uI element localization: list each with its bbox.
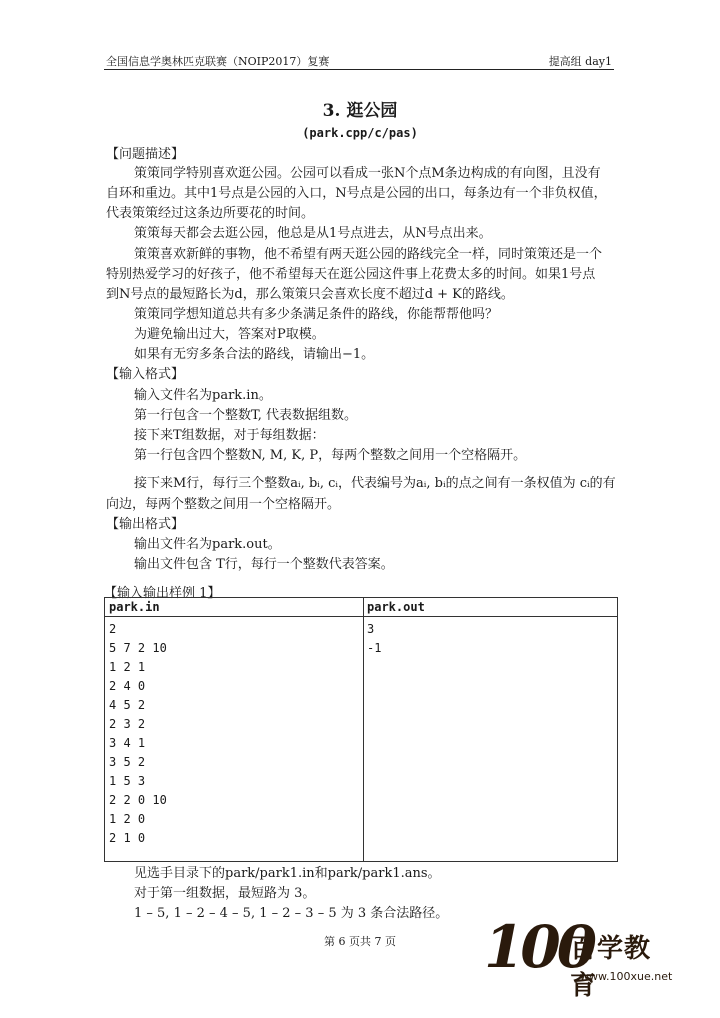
description-line: 策策同学特别喜欢逛公园。公园可以看成一张N个点M条边构成的有向图，且没有 <box>134 166 601 181</box>
problem-files: (park.cpp/c/pas) <box>302 126 418 140</box>
description-line: 策策每天都会去逛公园，他总是从1号点进去，从N号点出来。 <box>134 226 492 241</box>
input-format-line: 第一行包含一个整数T, 代表数据组数。 <box>134 408 358 423</box>
output-format-line: 输出文件名为park.out。 <box>134 537 281 552</box>
sample-output-content: 3 -1 <box>367 622 382 655</box>
description-heading: 【问题描述】 <box>106 147 185 162</box>
sample-input-content: 2 5 7 2 10 1 2 1 2 4 0 4 5 2 2 3 2 3 4 1 3 5 2 1 5 3 2 2 0 10 1 2 0 2 1 0 <box>109 622 167 845</box>
sample-input-header: park.in <box>109 600 160 614</box>
output-format-heading: 【输出格式】 <box>106 517 185 532</box>
note-line: 1 – 5, 1 – 2 – 4 – 5, 1 – 2 – 3 – 5 为 3 条合法路径。 <box>134 906 449 921</box>
input-format-line: 输入文件名为park.in。 <box>134 388 272 403</box>
logo-number: 100 <box>484 913 594 981</box>
description-line: 到N号点的最短路长为d，那么策策只会喜欢长度不超过d + K的路线。 <box>106 287 514 302</box>
sample-label: 【输入输出样例 1】 <box>104 586 221 601</box>
input-format-line: 接下来T组数据，对于每组数据： <box>134 428 325 443</box>
note-line: 见选手目录下的park/park1.in和park/park1.ans。 <box>134 866 441 881</box>
description-line: 策策同学想知道总共有多少条满足条件的路线，你能帮帮他吗？ <box>134 307 499 322</box>
header-divider <box>104 69 614 70</box>
description-line: 自环和重边。其中1号点是公园的入口，N号点是公园的出口，每条边有一个非负权值， <box>106 186 607 201</box>
description-line: 策策喜欢新鲜的事物，他不希望有两天逛公园的路线完全一样，同时策策还是一个 <box>134 247 603 262</box>
header-group-day: 提高组 day1 <box>548 55 612 68</box>
input-format-line: 向边，每两个整数之间用一个空格隔开。 <box>106 497 341 512</box>
logo-url: www.100xue.net <box>580 970 673 983</box>
logo-text: 百学教育 <box>570 934 652 1001</box>
table-header-divider <box>105 616 617 617</box>
table-column-divider <box>363 598 364 861</box>
page-footer: 第 6 页共 7 页 <box>324 935 396 948</box>
input-format-line: 接下来M行，每行三个整数aᵢ, bᵢ, cᵢ，代表编号为aᵢ, bᵢ的点之间有一条权值为 cᵢ的有 <box>134 476 616 491</box>
header-contest-name: 全国信息学奥林匹克联赛（NOIP2017）复赛 <box>106 55 330 68</box>
sample-output-header: park.out <box>367 600 425 614</box>
description-line: 代表策策经过这条边所要花的时间。 <box>106 206 315 221</box>
note-line: 对于第一组数据，最短路为 3。 <box>134 886 316 901</box>
output-format-line: 输出文件包含 T行，每行一个整数代表答案。 <box>134 557 394 572</box>
brand-logo <box>484 913 674 1001</box>
description-line: 如果有无穷多条合法的路线，请输出−1。 <box>134 347 375 362</box>
description-line: 为避免输出过大，答案对P取模。 <box>134 327 325 342</box>
input-format-heading: 【输入格式】 <box>106 367 185 382</box>
input-format-line: 第一行包含四个整数N, M, K, P，每两个整数之间用一个空格隔开。 <box>134 448 527 463</box>
problem-title: 3. 逛公园 <box>322 101 398 121</box>
sample-io-table <box>104 597 618 862</box>
description-line: 特别热爱学习的好孩子，他不希望每天在逛公园这件事上花费太多的时间。如果1号点 <box>106 267 596 282</box>
